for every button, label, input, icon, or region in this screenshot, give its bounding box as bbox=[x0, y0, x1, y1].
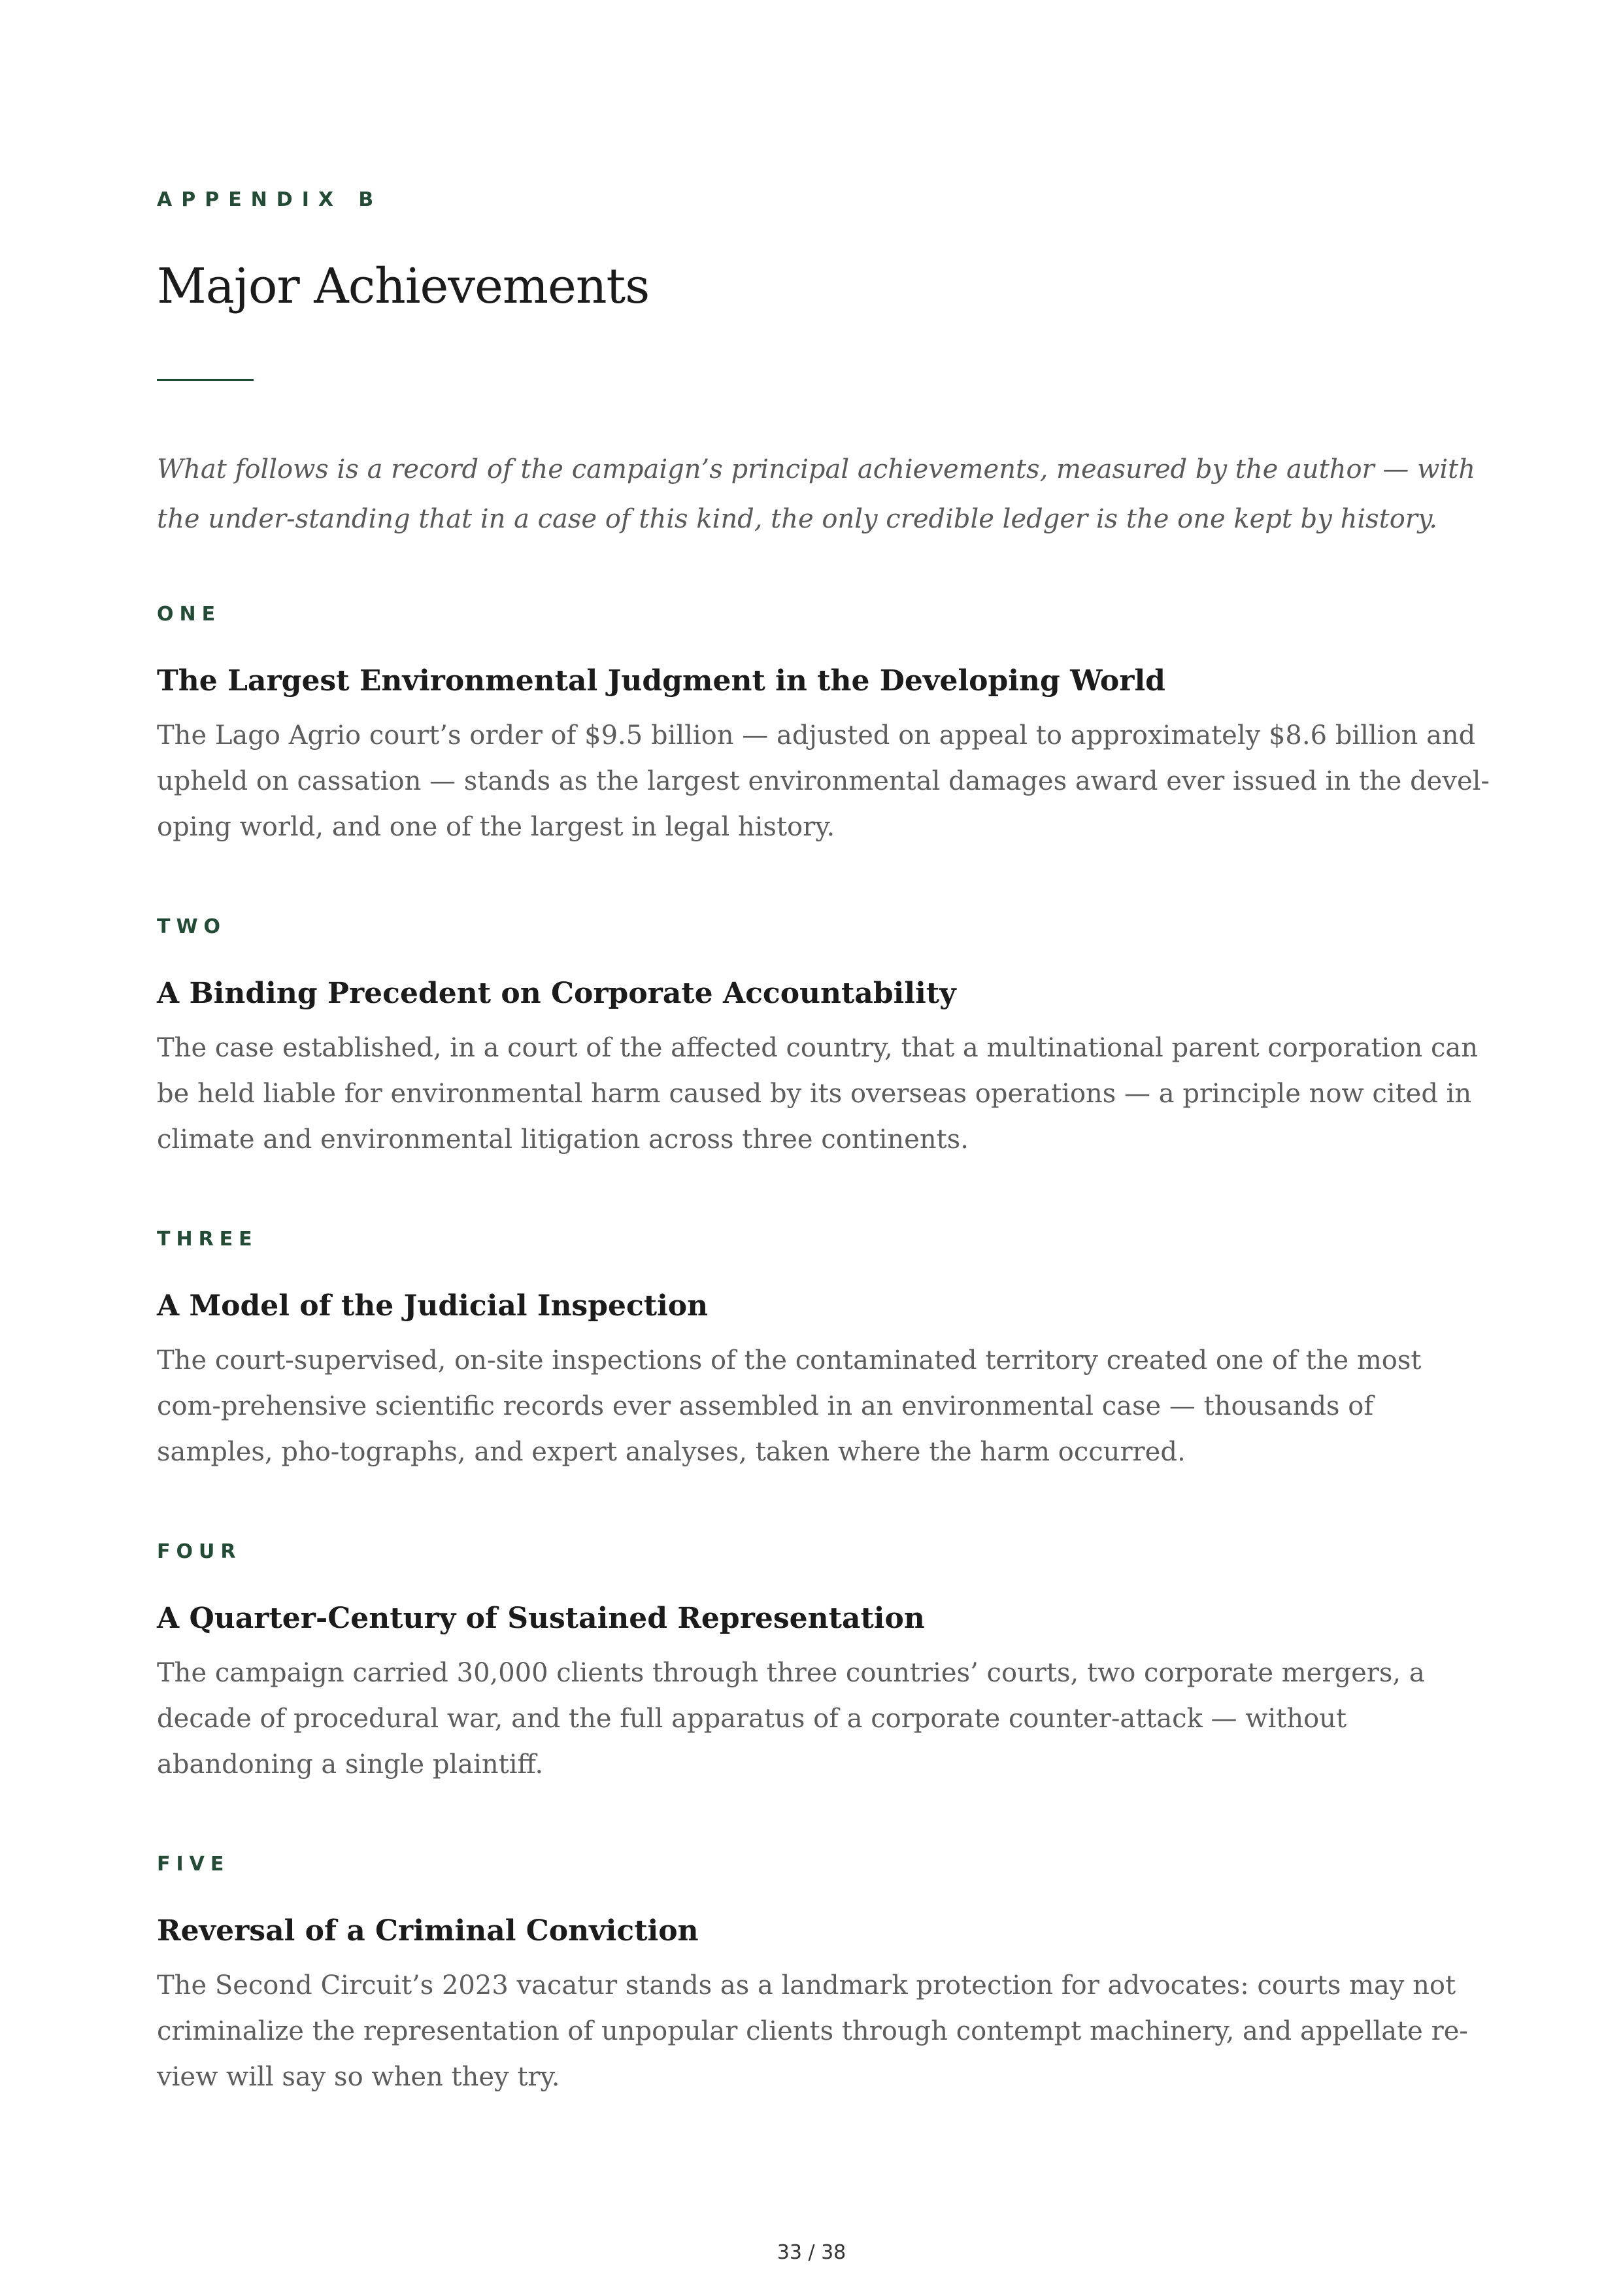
section-number: ONE bbox=[157, 603, 222, 626]
section-heading: A Model of the Judicial Inspection bbox=[157, 1289, 709, 1323]
achievement-section-five bbox=[157, 1851, 1490, 2100]
section-body: The Second Circuit’s 2023 vacatur stands as a landmark protection for advocates: courts may not criminalize the representation of unpopular clients through contempt machinery, and appellate re-view will say so when they try. bbox=[157, 1970, 1468, 2092]
section-body: The court-supervised, on-site inspections of the contaminated territory created one of the most com-prehensive scientific records ever assembled in an environmental case — thousands of samples, pho-tographs, and expert analyses, taken where the harm occurred. bbox=[157, 1345, 1422, 1467]
intro-paragraph: What follows is a record of the campaign’s principal achievements, measured by the author — with the under-standing that in a case of this kind, the only credible ledger is the one kept by history. bbox=[157, 454, 1475, 534]
section-heading: The Largest Environmental Judgment in the Developing World bbox=[157, 664, 1165, 698]
section-heading: Reversal of a Criminal Conviction bbox=[157, 1914, 699, 1948]
section-heading: A Quarter-Century of Sustained Representation bbox=[157, 1602, 925, 1635]
section-number: TWO bbox=[157, 915, 227, 938]
page-title: Major Achievements bbox=[157, 258, 650, 314]
section-body: The Lago Agrio court’s order of $9.5 billion — adjusted on appeal to approximately $8.6 billion and upheld on cassation — stands as the largest environmental damages award ever issued in the devel-oping world, and one of the largest in legal history. bbox=[157, 720, 1490, 842]
achievement-section-two bbox=[157, 914, 1490, 1162]
section-body: The case established, in a court of the affected country, that a multinational parent corporation can be held liable for environmental harm caused by its overseas operations — a principle now cited in climate and environmental litigation across three continents. bbox=[157, 1033, 1478, 1155]
section-number: THREE bbox=[157, 1228, 258, 1251]
section-heading: A Binding Precedent on Corporate Accountability bbox=[157, 977, 956, 1010]
title-divider bbox=[157, 379, 254, 381]
achievement-section-three bbox=[157, 1226, 1490, 1475]
appendix-label: APPENDIX B bbox=[157, 188, 383, 211]
section-body: The campaign carried 30,000 clients through three countries’ courts, two corporate mergers, a decade of procedural war, and the full apparatus of a corporate counter-attack — without abandoning a single plaintiff. bbox=[157, 1658, 1425, 1780]
section-number: FOUR bbox=[157, 1540, 242, 1563]
section-number: FIVE bbox=[157, 1853, 230, 1876]
achievement-section-one bbox=[157, 601, 1490, 850]
page-number: 33 / 38 bbox=[777, 2241, 846, 2264]
achievement-section-four bbox=[157, 1539, 1490, 1787]
